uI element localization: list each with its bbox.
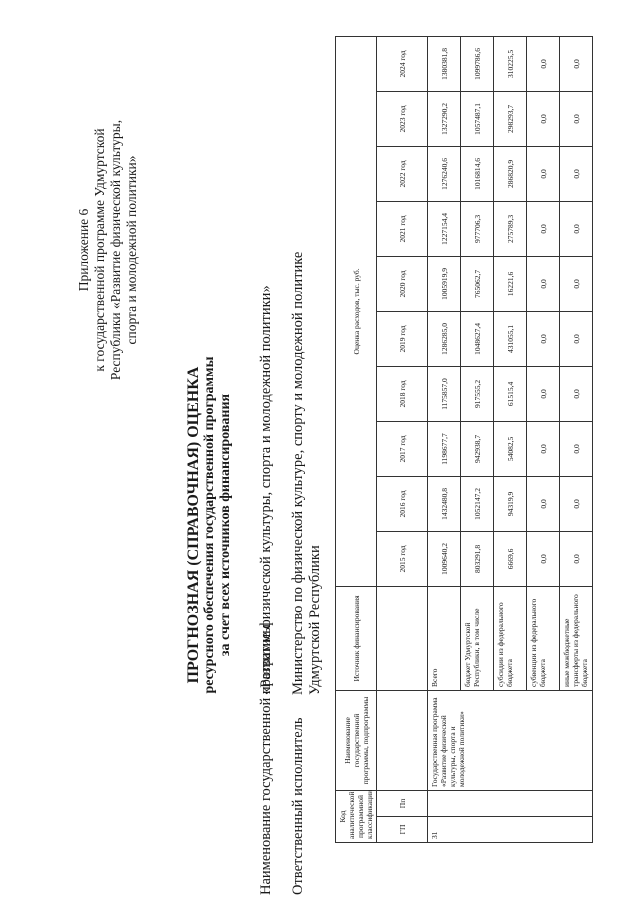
value-cell: 0,0 bbox=[560, 91, 593, 146]
header-pp: Пп bbox=[377, 790, 428, 816]
header-year: 2024 год bbox=[377, 36, 428, 91]
value-cell: 1099786,6 bbox=[461, 36, 494, 91]
program-name-cell: Государственная программа «Развитие физической культуры, спорта и молодежной политики» bbox=[428, 690, 593, 790]
value-cell: 16221,6 bbox=[494, 256, 527, 311]
program-label: Наименование государственной программы bbox=[258, 624, 274, 895]
appendix-note bbox=[76, 90, 140, 410]
value-cell: 94319,9 bbox=[494, 476, 527, 531]
value-cell: 0,0 bbox=[560, 311, 593, 366]
header-gp: ГП bbox=[377, 817, 428, 843]
value-cell: 977706,3 bbox=[461, 201, 494, 256]
value-cell: 942938,7 bbox=[461, 421, 494, 476]
header-code: Код аналитической программной классификации bbox=[336, 790, 377, 842]
value-cell: 1198677,7 bbox=[428, 421, 461, 476]
header-year: 2021 год bbox=[377, 201, 428, 256]
value-cell: 0,0 bbox=[527, 201, 560, 256]
header-year: 2017 год bbox=[377, 421, 428, 476]
header-blank bbox=[377, 690, 428, 790]
value-cell: 0,0 bbox=[560, 201, 593, 256]
header-year: 2020 год bbox=[377, 256, 428, 311]
title-line: за счет всех источников финансирования bbox=[218, 393, 233, 657]
value-cell: 310225,5 bbox=[494, 36, 527, 91]
document-title bbox=[186, 245, 234, 805]
title-line: ПРОГНОЗНАЯ (СПРАВОЧНАЯ) ОЦЕНКА bbox=[185, 366, 202, 684]
value-cell: 0,0 bbox=[560, 476, 593, 531]
header-year: 2018 год bbox=[377, 366, 428, 421]
header-blank bbox=[377, 586, 428, 690]
value-cell: 275789,3 bbox=[494, 201, 527, 256]
appendix-line: Приложение 6 bbox=[76, 208, 91, 292]
value-cell: 917555,2 bbox=[461, 366, 494, 421]
value-cell: 0,0 bbox=[527, 256, 560, 311]
value-cell: 0,0 bbox=[560, 256, 593, 311]
appendix-line: к государственной программе Удмуртской bbox=[92, 128, 107, 372]
gp-code-cell: 31 bbox=[428, 817, 593, 843]
title-line: ресурсного обеспечения государственной программы bbox=[202, 356, 217, 694]
header-name: Наименование государственной программы, подпрограммы bbox=[336, 690, 377, 790]
value-cell: 0,0 bbox=[560, 366, 593, 421]
value-cell: 803291,8 bbox=[461, 531, 494, 586]
value-cell: 0,0 bbox=[560, 36, 593, 91]
header-year: 2019 год bbox=[377, 311, 428, 366]
value-cell: 1432480,8 bbox=[428, 476, 461, 531]
header-year: 2016 год bbox=[377, 476, 428, 531]
value-cell: 1057487,1 bbox=[461, 91, 494, 146]
value-cell: 54082,5 bbox=[494, 421, 527, 476]
value-cell: 765062,7 bbox=[461, 256, 494, 311]
value-cell: 0,0 bbox=[560, 531, 593, 586]
header-estimate: Оценка расходов, тыс. руб. bbox=[336, 36, 377, 586]
value-cell: 1016814,6 bbox=[461, 146, 494, 201]
value-cell: 1052147,2 bbox=[461, 476, 494, 531]
value-cell: 1005919,9 bbox=[428, 256, 461, 311]
executor-value: Министерство по физической культуре, спорту и молодежной политике Удмуртской Республики bbox=[290, 251, 323, 695]
value-cell: 0,0 bbox=[527, 91, 560, 146]
value-cell: 0,0 bbox=[527, 421, 560, 476]
value-cell: 1286285,0 bbox=[428, 311, 461, 366]
value-cell: 0,0 bbox=[527, 146, 560, 201]
header-year: 2022 год bbox=[377, 146, 428, 201]
value-cell: 6669,6 bbox=[494, 531, 527, 586]
source-cell: субсидии из федерального бюджета bbox=[494, 586, 527, 690]
source-cell: иные межбюджетные трансферты из федерального бюджета bbox=[560, 586, 593, 690]
executor-label: Ответственный исполнитель bbox=[290, 717, 306, 895]
program-value: «Развитие физической культуры, спорта и молодежной политики» bbox=[258, 285, 274, 695]
value-cell: 0,0 bbox=[527, 476, 560, 531]
value-cell: 1175857,0 bbox=[428, 366, 461, 421]
table-row bbox=[428, 36, 461, 842]
value-cell: 0,0 bbox=[527, 531, 560, 586]
funding-table bbox=[335, 36, 593, 843]
appendix-line: спорта и молодежной политики» bbox=[124, 155, 139, 345]
value-cell: 1009640,2 bbox=[428, 531, 461, 586]
value-cell: 61515,4 bbox=[494, 366, 527, 421]
header-year: 2023 год bbox=[377, 91, 428, 146]
value-cell: 431055,1 bbox=[494, 311, 527, 366]
value-cell: 1327290,2 bbox=[428, 91, 461, 146]
pp-code-cell bbox=[428, 790, 593, 816]
value-cell: 0,0 bbox=[560, 421, 593, 476]
value-cell: 298293,7 bbox=[494, 91, 527, 146]
value-cell: 0,0 bbox=[527, 366, 560, 421]
value-cell: 1276240,6 bbox=[428, 146, 461, 201]
value-cell: 1227154,4 bbox=[428, 201, 461, 256]
value-cell: 0,0 bbox=[527, 311, 560, 366]
header-source: Источник финансирования bbox=[336, 586, 377, 690]
value-cell: 1048627,4 bbox=[461, 311, 494, 366]
value-cell: 0,0 bbox=[527, 36, 560, 91]
source-cell: бюджет Удмуртской Республики, в том числе bbox=[461, 586, 494, 690]
value-cell: 286820,9 bbox=[494, 146, 527, 201]
value-cell: 1380381,8 bbox=[428, 36, 461, 91]
appendix-line: Республики «Развитие физической культуры, bbox=[108, 119, 123, 381]
value-cell: 0,0 bbox=[560, 146, 593, 201]
source-cell: Всего bbox=[428, 586, 461, 690]
source-cell: субвенции из федерального бюджета bbox=[527, 586, 560, 690]
header-year: 2015 год bbox=[377, 531, 428, 586]
